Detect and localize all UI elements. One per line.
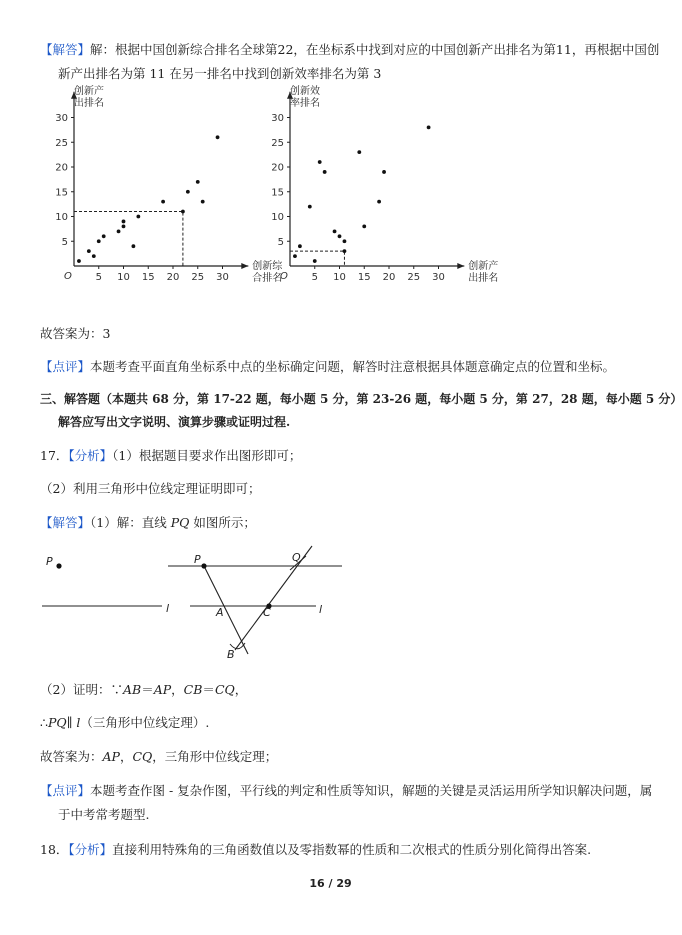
y-tick-label: 5 <box>61 236 68 248</box>
data-point <box>201 200 205 204</box>
label-b: B <box>227 648 235 661</box>
answer-line: 故答案为：3 <box>40 326 111 341</box>
comment-tag: 【点评】 <box>40 359 91 374</box>
q17-answer: 故答案为：AP，CQ，三角形中位线定理； <box>40 749 278 764</box>
solution-line-2: 新产出排名为第 11 在另一排名中找到创新效率排名为第 3 <box>58 66 382 81</box>
x-tick-label: 20 <box>166 272 180 283</box>
x-tick-label: 30 <box>216 272 229 283</box>
data-point <box>318 160 322 164</box>
data-point <box>362 225 366 229</box>
guide-dashed-line <box>290 251 344 266</box>
data-point <box>338 234 342 238</box>
x-tick-label: 10 <box>333 272 346 283</box>
data-point <box>77 259 81 263</box>
data-point <box>427 126 431 130</box>
label-p-left: P <box>46 555 53 568</box>
label-p: P <box>194 553 201 566</box>
solution-tag: 【解答】 <box>40 42 91 57</box>
q17-conclusion: ∴PQ∥ l（三角形中位线定理）. <box>40 715 210 730</box>
data-point <box>377 200 381 204</box>
data-point <box>136 215 140 219</box>
label-l-right: l <box>319 603 323 616</box>
data-point <box>293 254 297 258</box>
y-tick-label: 20 <box>271 162 284 174</box>
comment-line: 【点评】本题考查平面直角坐标系中点的坐标确定问题，解答时注意根据具体题意确定点的位置和坐标。 <box>40 359 616 374</box>
q18-analysis: 18．【分析】直接利用特殊角的三角函数值以及零指数幂的性质和二次根式的性质分别化简得出答案. <box>40 842 592 857</box>
q17-comment: 【点评】本题考查作图 - 复杂作图，平行线的判定和性质等知识，解题的关键是灵活运用所学知识解决问题，属 <box>40 783 653 798</box>
x-tick-label: 5 <box>311 272 318 283</box>
y-tick-label: 25 <box>55 137 68 149</box>
x-axis-arrow <box>457 263 464 269</box>
data-point <box>161 200 165 204</box>
x-tick-label: 30 <box>432 272 445 283</box>
data-point <box>323 170 327 174</box>
geometry-figure <box>30 540 360 665</box>
y-tick-label: 30 <box>55 113 68 124</box>
y-tick-label: 10 <box>271 212 284 223</box>
y-tick-label: 10 <box>55 212 68 223</box>
y-tick-label: 15 <box>271 187 284 199</box>
data-point <box>92 254 96 258</box>
y-axis-label: 创新效 <box>290 86 320 97</box>
data-point <box>313 259 317 263</box>
label-a: A <box>216 606 224 619</box>
x-axis-label: 创新综 <box>252 261 283 272</box>
x-axis-label: 出排名 <box>468 273 499 284</box>
origin-label: O <box>64 271 72 282</box>
y-tick-label: 30 <box>271 113 284 124</box>
x-tick-label: 15 <box>357 272 371 283</box>
x-tick-label: 25 <box>191 272 205 283</box>
q17-analysis-2: （2）利用三角形中位线定理证明即可； <box>40 481 261 496</box>
data-point <box>343 239 347 243</box>
y-axis-label: 创新产 <box>74 86 104 97</box>
data-point <box>117 229 121 233</box>
section-heading-line-2: 解答应写出文字说明、演算步骤或证明过程. <box>58 415 291 429</box>
y-axis-label: 出排名 <box>74 98 104 109</box>
x-tick-label: 10 <box>117 272 130 283</box>
point-p <box>201 563 206 568</box>
data-point <box>343 249 347 253</box>
y-axis-label: 率排名 <box>290 98 320 109</box>
data-point <box>382 170 386 174</box>
x-axis-label: 合排名 <box>252 273 283 284</box>
label-c: C <box>263 606 271 619</box>
label-l-left: l <box>166 602 170 615</box>
data-point <box>216 135 220 139</box>
x-axis-arrow <box>241 263 248 269</box>
data-point <box>122 220 126 224</box>
y-tick-label: 25 <box>271 137 284 149</box>
scatter-chart-innovation-efficiency <box>266 82 499 304</box>
guide-dashed-line <box>74 212 183 266</box>
data-point <box>87 249 91 253</box>
data-point <box>186 190 190 194</box>
data-point <box>333 229 337 233</box>
label-q: Q <box>292 551 301 564</box>
q17-analysis: 17．【分析】（1）根据题目要求作出图形即可； <box>40 448 302 463</box>
x-tick-label: 20 <box>382 272 396 283</box>
data-point <box>97 239 101 243</box>
data-point <box>357 150 361 154</box>
y-tick-label: 15 <box>55 187 68 199</box>
y-tick-label: 5 <box>277 236 284 248</box>
data-point <box>122 225 126 229</box>
x-axis-label: 创新产 <box>468 261 499 272</box>
data-point <box>132 244 136 248</box>
data-point <box>298 244 302 248</box>
section-heading: 三、解答题（本题共 68 分，第 17-22 题，每小题 5 分，第 23-26 题，每小题 5 分，第 27，28 题，每小题 5 分） <box>40 392 682 406</box>
data-point <box>308 205 312 209</box>
x-tick-label: 25 <box>407 272 421 283</box>
q17-solution: 【解答】（1）解：直线 PQ 如图所示； <box>40 515 256 530</box>
data-point <box>102 234 106 238</box>
data-point <box>196 180 200 184</box>
x-tick-label: 5 <box>95 272 102 283</box>
page-number: 16 / 29 <box>309 877 352 890</box>
solution-line-1: 【解答】解：根据中国创新综合排名全球第22，在坐标系中找到对应的中国创新产出排名为第11，再根据中国创 <box>40 42 660 57</box>
x-tick-label: 15 <box>141 272 155 283</box>
y-tick-label: 20 <box>55 162 68 174</box>
q17-proof: （2）证明：∵AB＝AP，CB＝CQ， <box>40 682 248 697</box>
origin-label: O <box>280 271 288 282</box>
q17-comment-2: 于中考常考题型. <box>58 807 150 822</box>
point-p-left <box>56 563 61 568</box>
scatter-chart-innovation-output <box>50 82 283 304</box>
data-point <box>181 210 185 214</box>
